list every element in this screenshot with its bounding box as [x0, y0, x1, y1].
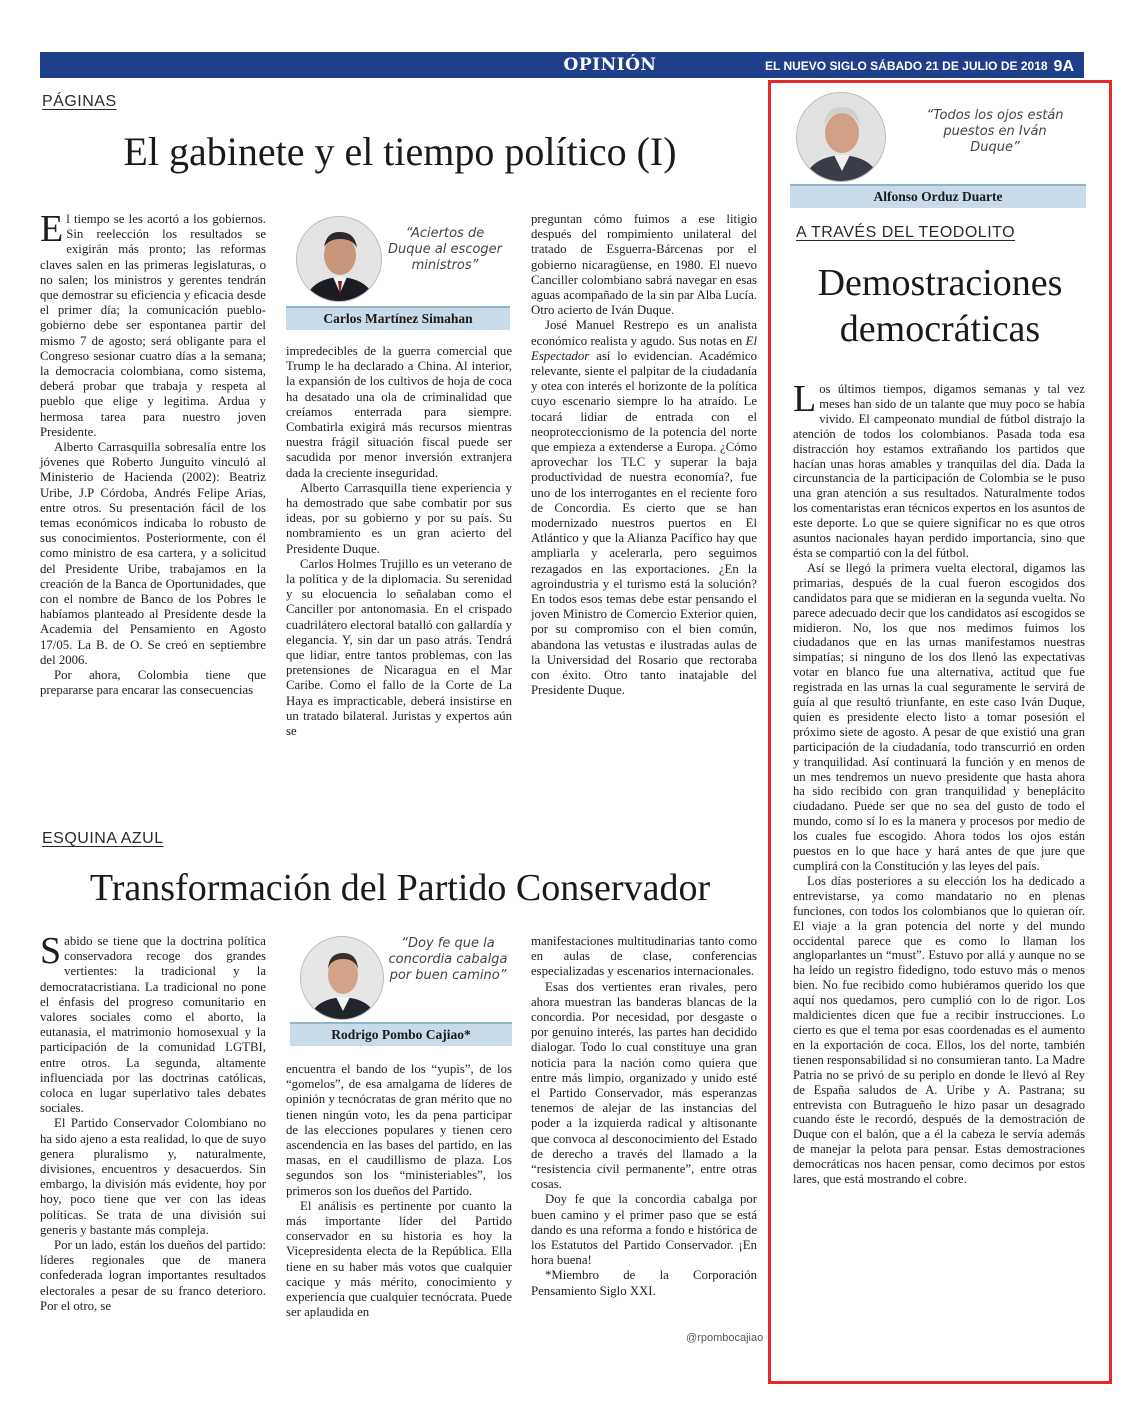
paragraph: Los días posteriores a su elección los ha dedicado a entrevistarse, ya como mandatario no en plenas funciones, con todos los colombianos que lo quieran oír. El viaje a la gran potencia del norte y del mundo occidental parece que es como lo llaman los angloparlantes un “must”. Estuvo por allá y aunque no se ha leído un registro fidedigno, todo estuvo más o menos bien. No fue recibido como hubiéramos querido los que aquí nos quedamos, pero cumplió con lo de rigor. Los maldicientes dicen que fue a recibir instrucciones. Lo cierto es que el tema por esas coordenadas es el aumento en la exportación de coca. Ellos, los del norte, también tienen responsabilidad si no consumieran tanto. La Madre Patria no se privó de su periplo en donde le llevó al Rey de España saludos de A. Uribe y A. Pastrana; su entrevista con Butragueño le hizo pasar un desagrado cuando éste le recordó, después de la demostración de Duque con el balón, que a él la cabeza le servía además de manejar la pelota para pensar. Estas demostraciones democráticas nos hacen pensar, como decimos por estos lares, que está mostrando el cobre. [793, 873, 1085, 1187]
article2-author-name: Rodrigo Pombo Cajiao* [290, 1022, 512, 1046]
article1-pull-quote: “Aciertos de Duque al escoger ministros” [387, 226, 503, 273]
paragraph: Así se llegó la primera vuelta electoral, digamos las primarias, después de la cual fueron escogidos dos candidatos para que se midieran en la segunda vuelta. No parece adecuado decir que los candidatos así escogidos se midieron. No, los que nos medimos fuimos los ciudadanos que en las urnas manifestamos nuestras simpatías; si ninguno de los dos llenó las expectativas votar en blanco fue una alternativa, actitud que fue registrada en las urnas la cual seguramente le servirá de guía al que resultó triunfante, en este caso Iván Duque, quien es presidente electo listo a tomar posesión el próximo siete de agosto. A pesar de que existió una gran participación de la ciudadanía, todo transcurrió en orden y tranquilidad. Así continuará la función y en menos de un mes tendremos un nuevo presidente que hasta ahora ha sido recibido con gran tranquilidad y beneplácito ciudadano. Puede ser que no sea del gusto de todo el mundo, como sí lo es la manera y procesos por medio de los cuales fue escogido. Ahora todos los ojos están puestos en lo que hace y hará antes de que jure que cumplirá con la Constitución y las leyes del país. [793, 560, 1085, 873]
dropcap: S [40, 930, 62, 972]
paragraph: Alberto Carrasquilla sobresalía entre los jóvenes que Roberto Junguito vinculó al Ministerio de Hacienda (2002): Beatriz Uribe, J.P Córdoba, Andrés Felipe Arias, entre otros. Su presentación fácil de los temas económicos indicaba lo robusto de sus conocimientos. Posteriormente, con él como ministro de esa cartera, y a solicitud del Presidente Uribe, trabajamos en la creación de la Banca de Oportunidades, que con el nombre de Banco de los Pobres le habíamos planteado al Presidente desde la Academia del Pensamiento en Agosto 17/05. La B. de O. Se creó en septiembre del 2006. [40, 440, 266, 667]
footnote: *Miembro de la Corporación Pensamiento Siglo XXI. [531, 1268, 757, 1298]
text-run: así lo evidencian. Académico relevante, siente el palpitar de la ciudadanía y otea con interés el horizonte de la política cuyo escenario siempre lo ha atraído. Le tocará lidiar de entrada con el neoproteccionismo de la potencia del norte que empieza a extenderse a Europa. ¿Cómo aprovechar los TLC y superar la baja productividad de nuestra economía?, fue uno de los interrogantes en el reciente foro de Concordia. Es cierto que se han modernizado nuestros puertos en El Atlántico y que la Alianza Pacífico hay que ampliarla y acelerarla, pero seguimos rezagados en las exportaciones. ¿En la agroindustria y el turismo está la solución? En todos esos temas debe estar pensando el joven Ministro de Comercio Exterior quien, por su compromiso con el bien común, abandona las vetustas e ilustradas aulas de la Universidad del Rosario que rectoraba con éxito. Otro tanto inatajable del Presidente Duque. [531, 348, 757, 698]
article1-kicker: PÁGINAS [42, 93, 117, 110]
paragraph: Por un lado, están los dueños del partido: líderes regionales que de manera confederada logran importantes resultados electorales a pesar de su franco deterioro. Por el otro, se [40, 1238, 266, 1313]
article1-column-2 [286, 344, 512, 739]
newspaper-date: EL NUEVO SIGLO SÁBADO 21 DE JULIO DE 2018 [765, 59, 1048, 73]
article1-author-box [286, 212, 510, 330]
article1-headline: El gabinete y el tiempo político (I) [123, 129, 677, 174]
section-title: OPINIÓN [563, 55, 657, 75]
paragraph [531, 318, 757, 698]
headline-line: democráticas [839, 308, 1041, 350]
publication-name: El Espectador [531, 333, 757, 363]
article2-column-3 [531, 934, 757, 1299]
article2-author-box [290, 932, 512, 1046]
paragraph: Doy fe que la concordia cabalga por buen camino y el primer paso que se está dando es una reforma a fondo e histórica de los Estatutos del Partido Conservador. ¡En hora buena! [531, 1192, 757, 1268]
dropcap: E [40, 208, 64, 250]
author-photo [300, 936, 384, 1020]
paragraph: Carlos Holmes Trujillo es un veterano de la política y de la diplomacia. Su serenidad y su elocuencia lo señalaban como el Canciller por antonomasia. En el crispado cuadrilátero electoral batalló con gallardía y elegancia. Y, sin dar un paso atrás. Tendrá que lidiar, entre tantos problemas, con las pretensiones de Nicaragua en el Mar Caribe. Como el fallo de la Corte de La Haya es impracticable, deberá insistirse en un tratado bilateral. Juristas y expertos aún se [286, 556, 512, 739]
highlight-frame [768, 80, 1112, 1384]
paragraph: os últimos tiempos, digamos semanas y tal vez meses han sido de un talante que muy poco se había vivido. El campeonato mundial de fútbol distrajo la atención de todos los colombianos. Pasada toda esa distracción hoy estamos extrañando los partidos que hacían unas horas amables y tranquilas del día. Dada la circunstancia de la participación de Colombia se le puso una gran atención a sus resultados. Naturalmente todos los comentaristas eran técnicos expertos en los asuntos de este deporte. Lo que se quiere significar no es que otros asuntos nacionales hayan perdido importancia, sino que ésta se compartió con la del fútbol. [793, 382, 1085, 560]
paragraph: encuentra el bando de los “yupis”, de los “gomelos”, de esa amalgama de líderes de opinión y tecnócratas de gran mérito que no tienen ningún voto, les da pena participar de las elecciones populares y tienen cero ascendencia en las bases del partido, en las masas, en el caudillismo de plaza. Los segundos son los “ministeriables”, los primeros son los dueños del Partido. [286, 1062, 512, 1198]
page-number: 9A [1053, 58, 1074, 75]
article2-column-2 [286, 1062, 512, 1320]
article3-pull-quote: “Todos los ojos están puestos en Iván Duque” [926, 108, 1064, 155]
article3-author-name: Alfonso Orduz Duarte [790, 184, 1086, 208]
headline-line: Demostraciones [817, 262, 1063, 304]
article1-column-1 [40, 208, 266, 699]
text-run: José Manuel Restrepo es un analista económico realista y agudo. Sus notas en [531, 318, 757, 348]
paragraph: El análisis es pertinente por cuanto la más importante líder del Partido conservador en su historia es hoy la Vicepresidenta electa de la República. Ella tiene en su haber más votos que cualquier cacique y más mérito, conocimiento y experiencia que cualquier tecnócrata. Puede ser aplaudida en [286, 1198, 512, 1320]
paragraph: preguntan cómo fuimos a ese litigio después del rompimiento unilateral del tratado de Esguerra-Bárcenas por el gobierno nicaragüense, en 1980. El nuevo Canciller colombiano sabrá navegar en esas aguas acompañado de la sin par Alba Lucía. Otro acierto de Iván Duque. [531, 212, 757, 318]
paragraph: El Partido Conservador Colombiano no ha sido ajeno a esta realidad, lo que de suyo genera pluralismo y, naturalmente, divisiones, encuentros y desacuerdos. Sin embargo, la división más evidente, hoy por hoy, poco tiene que ver con las ideas políticas. Se trata de una división sui generis y bastante más compleja. [40, 1116, 266, 1237]
article2-headline: Transformación del Partido Conservador [89, 867, 711, 909]
article1-column-3 [531, 212, 757, 699]
twitter-handle[interactable]: @rpombocajiao [686, 1332, 764, 1344]
masthead-bar [40, 52, 1084, 78]
article3-kicker: A TRAVÉS DEL TEODOLITO [796, 224, 1016, 241]
paragraph: manifestaciones multitudinarias tanto como en aulas de clase, conferencias especializadas y escenarios internacionales. [531, 934, 757, 979]
article2-kicker: ESQUINA AZUL [42, 830, 164, 847]
paragraph: Por ahora, Colombia tiene que prepararse para encarar las consecuencias [40, 668, 266, 698]
paragraph: abido se tiene que la doctrina política conservadora recoge dos grandes vertientes: la tradicional y la democratacristiana. La tradicional no pone el énfasis del progreso comunitario en valores sociales como el aborto, la eutanasia, el matrimonio homosexual y la participación de la comunidad LGTBI, entre otros. La segunda, altamente influenciada por las doctrinas católicas, coloca en lugar superlativo tales debates sociales. [40, 934, 266, 1116]
author-photo [296, 216, 382, 302]
article2-column-1 [40, 930, 266, 1314]
masthead-info [765, 57, 1074, 75]
paragraph: Esas dos vertientes eran rivales, pero ahora muestran las banderas blancas de la concordia. Por necesidad, por desgaste o por genuino interés, las partes han decidido dialogar. Todo lo cual constituye una gran noticia para la nación como quiera que entre más limpio, organizado y unido esté el Partido Conservador, más esperanzas tenemos de alejar de las instancias del poder a la izquierda radical y altisonante que convoca al desconocimiento del Estado de derecho a través del llamado a la “resistencia civil permanente”, entre otras cosas. [531, 979, 757, 1192]
paragraph: Alberto Carrasquilla tiene experiencia y ha demostrado que sabe combatir por sus ideas, por su gobierno y por su país. Su nombramiento es un gran acierto del Presidente Duque. [286, 480, 512, 556]
article1-author-name: Carlos Martínez Simahan [286, 306, 510, 330]
article2-pull-quote: “Doy fe que la concordia cabalga por buen camino” [388, 936, 508, 983]
dropcap: L [793, 378, 817, 420]
paragraph: impredecibles de la guerra comercial que Trump le ha declarado a China. Al interior, la expansión de los cultivos de hoja de coca ha desatado una ola de criminalidad que creíamos enterrada para siempre. Combatirla exigirá más recursos mientras nuestra frágil situación fiscal puede ser sacudida por menor inversión extranjera dada la creciente inseguridad. [286, 344, 512, 480]
paragraph: l tiempo se les acortó a los gobiernos. Sin reelección los resultados se exigirán más pronto; las reformas claves salen en las primeras legislaturas, o no salen; los ministros y gerentes tendrán que demostrar su eficiencia y eficacia desde el primer día; la comunicación pueblo-gobierno debe ser espontanea partir del mismo 7 de agosto; será obligante para el Congreso sesionar cuatro días a la semana; la democracia colombiana, como sistema, deberá probar que trabaja y respeta al pueblo que elige y legitima. Ardua y hermosa tarea para nuestro joven Presidente. [40, 212, 266, 439]
